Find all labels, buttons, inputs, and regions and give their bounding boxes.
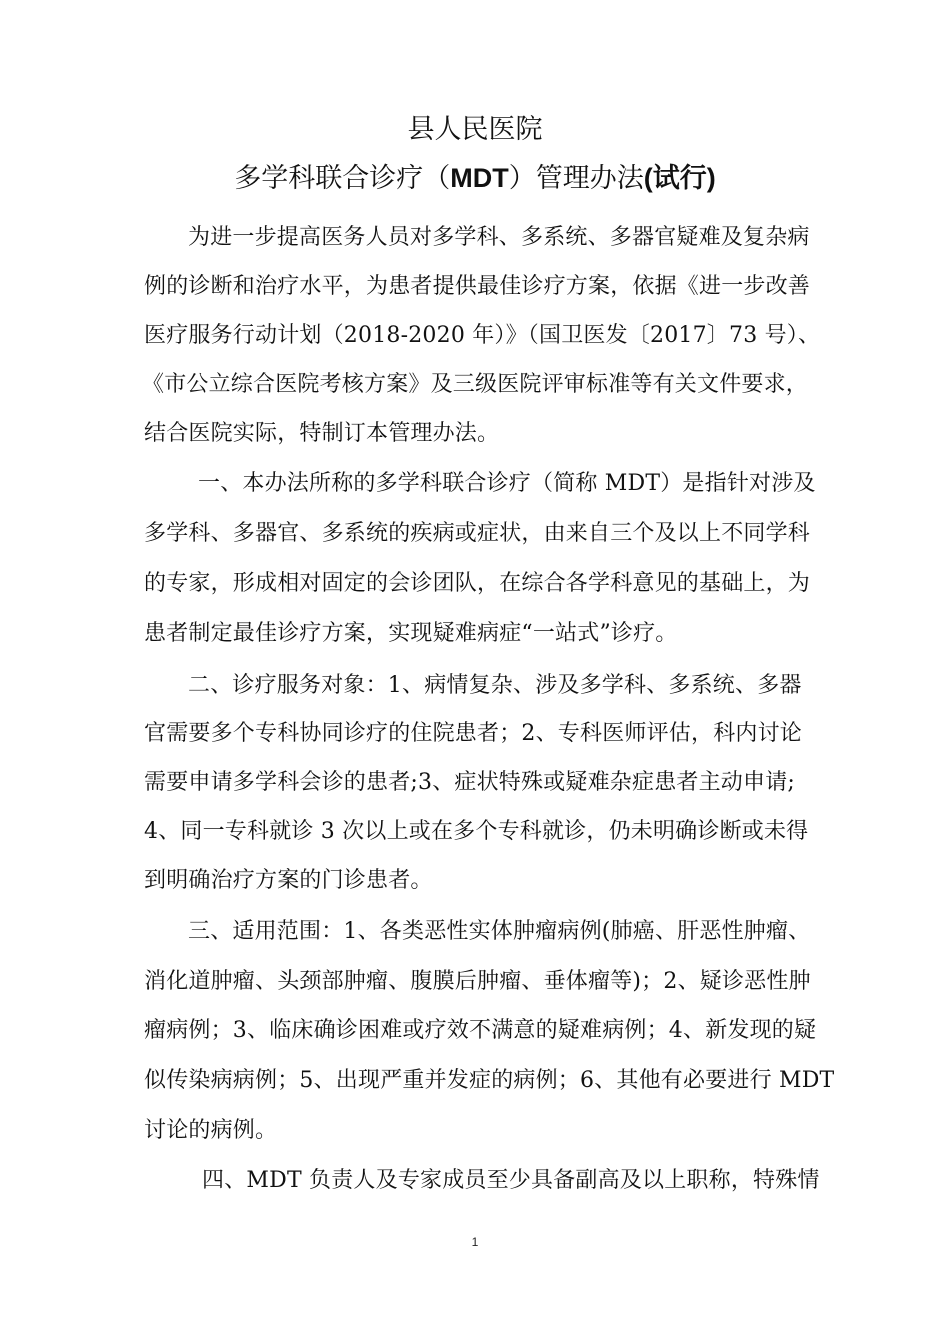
body-line: 消化道肿瘤、头颈部肿瘤、腹膜后肿瘤、垂体瘤等)；2、疑诊恶性肿 [144,969,811,994]
body-line: 官需要多个专科协同诊疗的住院患者；2、专科医师评估，科内讨论 [144,721,802,746]
title-suffix: (试行) [643,163,716,193]
body-line: 一、本办法所称的多学科联合诊疗（简称 MDT）是指针对涉及 [198,471,816,496]
body-line: 为进一步提高医务人员对多学科、多系统、多器官疑难及复杂病 [188,225,810,250]
body-line: 到明确治疗方案的门诊患者。 [144,868,433,893]
title-mid: ）管理办法 [508,163,644,194]
document-title-regulation [0,160,950,197]
page-number: 1 [471,1235,479,1249]
body-line: 结合医院实际，特制订本管理办法。 [144,421,500,446]
body-line: 4、同一专科就诊 3 次以上或在多个专科就诊，仍未明确诊断或未得 [144,819,809,844]
body-line: 《市公立综合医院考核方案》及三级医院评审标准等有关文件要求， [142,372,809,397]
body-line: 例的诊断和治疗水平，为患者提供最佳诊疗方案，依据《进一步改善 [144,274,811,299]
body-line: 患者制定最佳诊疗方案，实现疑难病症“一站式”诊疗。 [144,621,678,646]
body-line: 二、诊疗服务对象：1、病情复杂、涉及多学科、多系统、多器 [188,673,802,698]
body-line: 讨论的病例。 [144,1118,278,1143]
body-line: 的专家，形成相对固定的会诊团队，在综合各学科意见的基础上，为 [144,571,811,596]
body-line: 三、适用范围：1、各类恶性实体肿瘤病例(肺癌、肝恶性肿瘤、 [188,919,811,944]
body-line: 多学科、多器官、多系统的疾病或症状，由来自三个及以上不同学科 [144,521,811,546]
document-title-hospital: 县人民医院 [407,114,543,145]
body-line: 医疗服务行动计划（2018-2020 年）》（国卫医发〔2017〕73 号）、 [144,323,821,348]
body-line: 四、MDT 负责人及专家成员至少具备副高及以上职称，特殊情 [202,1168,820,1193]
body-line: 瘤病例；3、临床确诊困难或疗效不满意的疑难病例；4、新发现的疑 [144,1018,817,1043]
title-abbr: MDT [450,163,509,193]
body-line: 似传染病病例；5、出现严重并发症的病例；6、其他有必要进行 MDT [144,1068,835,1093]
body-line: 需要申请多学科会诊的患者;3、症状特殊或疑难杂症患者主动申请; [144,770,796,795]
title-prefix: 多学科联合诊疗（ [234,163,451,194]
